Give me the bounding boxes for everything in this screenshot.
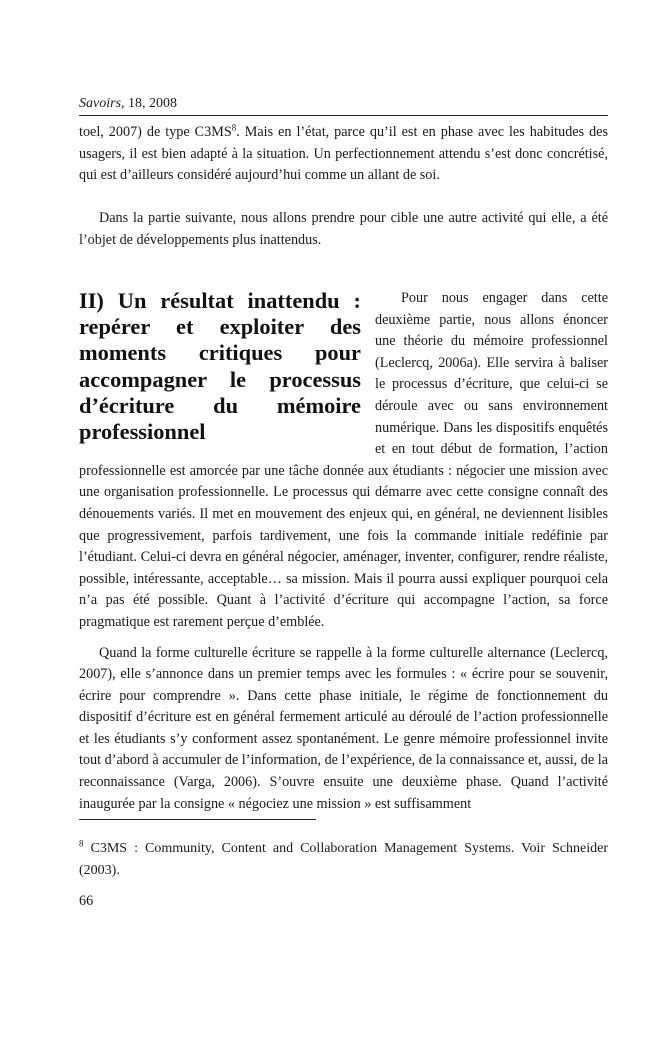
footnote-reference[interactable]: 8 (231, 122, 237, 133)
intro-paragraph-1-start: toel, 2007) de type C3MS (79, 124, 232, 140)
page-number: 66 (79, 893, 94, 909)
footnote (79, 838, 608, 881)
intro-paragraph-1 (79, 122, 608, 187)
section-paragraph-1: Pour nous engager dans cette deuxième partie, nous allons énoncer une théorie du mémoire professionnel (Leclercq, 2006a). Elle servira à baliser le processus d’écriture, que celui-ci se déroule avec ou sans environnement numérique. Dans les dispositifs enquêtés et en tout début de formation, l’action professionnelle est amorcée par une tâche donnée aux étudiants : négocier une mission avec une organisation professionnelle. Le processus qui démarre avec cette consigne connaît des dénouements variés. Il met en mouvement des enjeux qui, en général, ne deviennent lisibles que progressivement, parfois tardivement, une fois la commande initiale redéfinie par l’étudiant. Celui-ci devra en général négocier, aménager, inventer, configurer, rendre réaliste, possible, intéressante, acceptable… sa mission. Mais il pourra aussi expliquer pourquoi cela n’a pas été possible. Quant à l’activité d’écriture qui accompagne l’action, sa force pragmatique est rarement perçue d’emblée. (79, 290, 608, 630)
journal-title: Savoirs (79, 96, 121, 111)
section-heading: II) Un résultat inattendu : repérer et exploiter des moments critiques pour accompagner le processus d’écriture du mémoire professionnel (79, 288, 361, 445)
footnote-divider (79, 819, 316, 820)
running-header (79, 96, 608, 116)
footnote-text: C3MS : Community, Content and Collaboration Management Systems. Voir Schneider (2003). (79, 841, 608, 878)
section-2 (79, 288, 608, 815)
journal-issue: , 18, 2008 (121, 96, 177, 111)
footnote-marker: 8 (79, 838, 84, 849)
intro-paragraph-1-end: . Mais en l’état, parce qu’il est en phase avec les habitudes des usagers, il est bien adapté à la situation. Un perfectionnement attendu s’est donc concrétisé, qui est d’ailleurs considéré aujourd’hui comme un allant de soi. (79, 124, 608, 184)
intro-paragraph-2: Dans la partie suivante, nous allons prendre pour cible une autre activité qui elle, a été l’objet de développements plus inattendus. (79, 210, 608, 248)
section-paragraph-2: Quand la forme culturelle écriture se rappelle à la forme culturelle alternance (Leclercq, 2007), elle s’annonce dans un premier temps avec les formules : « écrire pour se souvenir, écrire pour comprendre ». Dans cette phase initiale, le régime de fonctionnement du dispositif d’écriture est en général fermement articulé au déroulé de l’action professionnelle et les étudiants s’y conforment assez spontanément. Le genre mémoire professionnel invite tout d’abord à accumuler de l’information, de l’expérience, de la connaissance et, aussi, de la reconnaissance (Varga, 2006). S’ouvre ensuite une deuxième phase. Quand l’activité inaugurée par la consigne « négociez une mission » est suffisamment (79, 644, 608, 812)
